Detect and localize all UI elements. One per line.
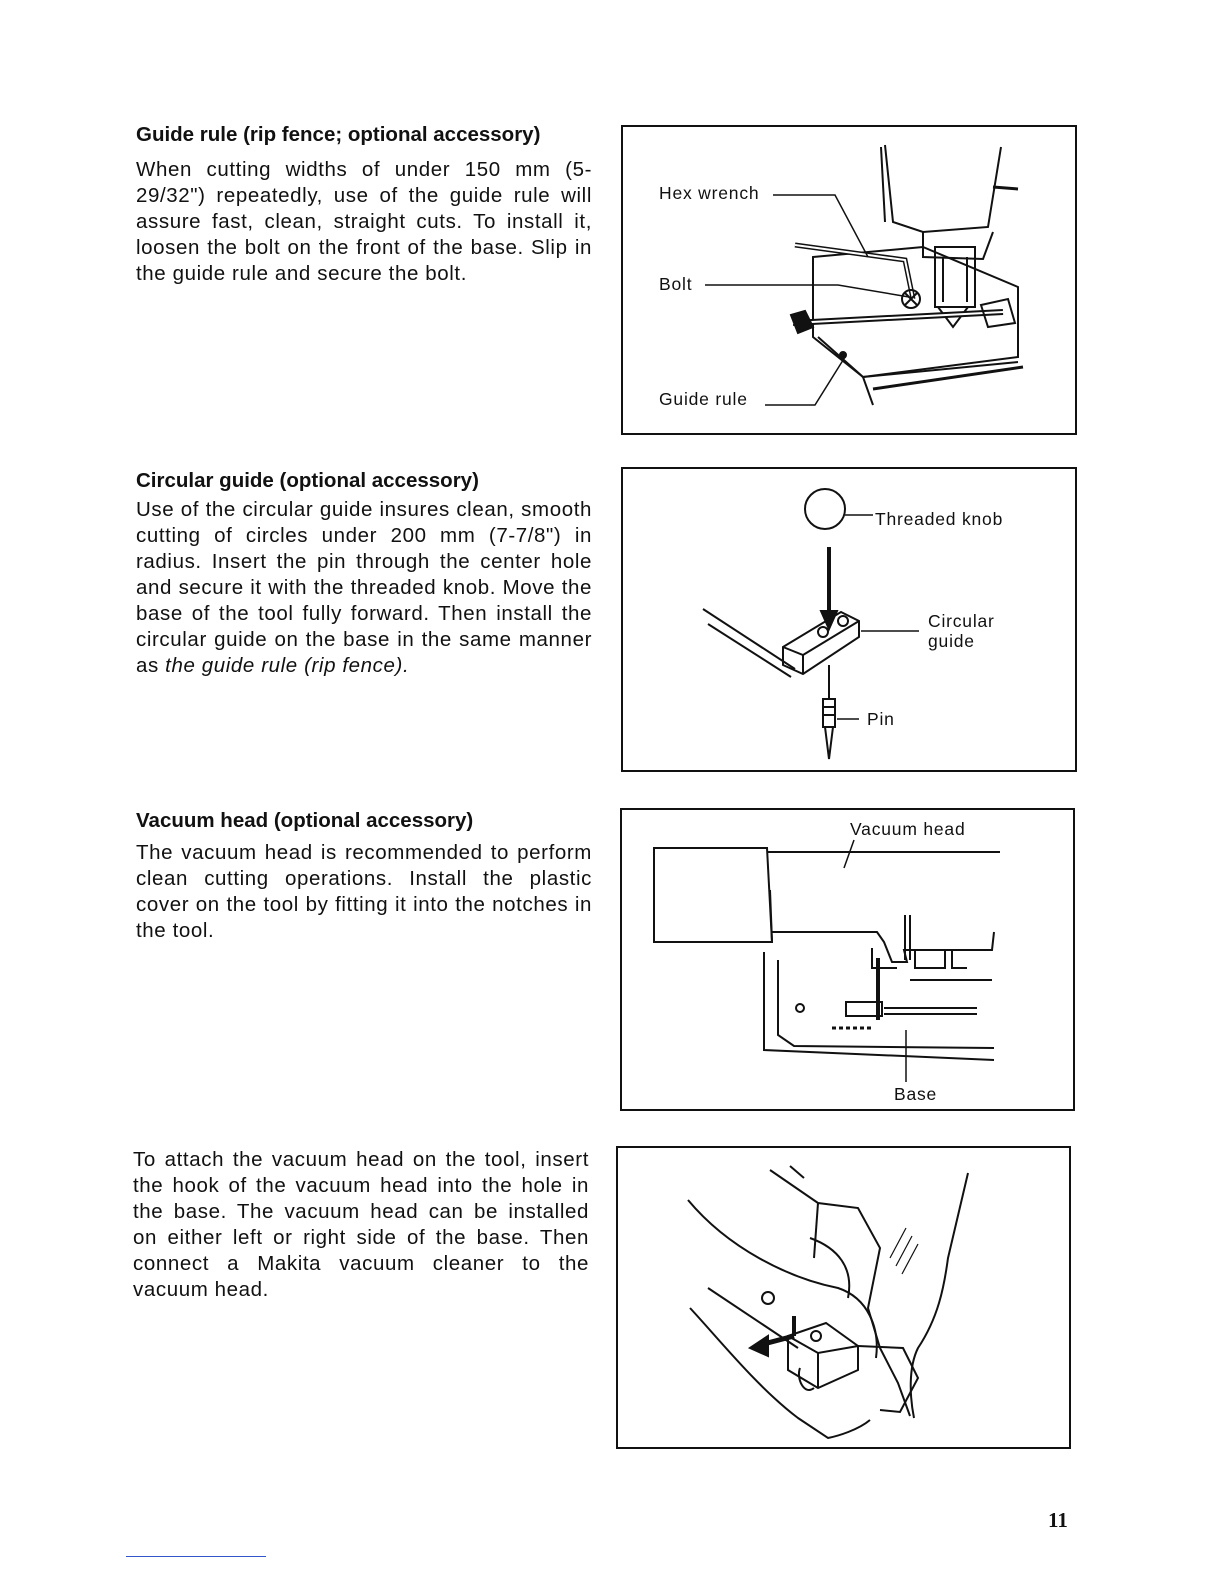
- vacuum-head-heading: Vacuum head (optional accessory): [136, 809, 474, 832]
- circular-guide-paragraph: [136, 497, 592, 679]
- guide-rule-figure: [621, 125, 1077, 435]
- circular-guide-body-italic: the guide rule (rip fence).: [165, 654, 410, 677]
- pin-label: Pin: [867, 709, 895, 729]
- guide-rule-label: Guide rule: [659, 389, 748, 409]
- circular-label: Circular: [928, 611, 995, 631]
- threaded-knob-label: Threaded knob: [875, 509, 1004, 529]
- vacuum-head-paragraph: The vacuum head is recommended to perform clean cutting operations. Install the plastic cover on the tool by fitting it into the notches in the tool.: [136, 841, 592, 942]
- hand-attaching-vacuum-head-illustration: [618, 1148, 1071, 1449]
- vacuum-head-figure: [620, 808, 1075, 1111]
- footer-rule: [126, 1556, 266, 1557]
- guide-rule-paragraph: When cutting widths of under 150 mm (5-29/32") repeatedly, use of the guide rule will assure fast, clean, straight cuts. To install it, loosen the bolt on the front of the base. Slip in the guide rule and secure the bolt.: [136, 158, 592, 285]
- guide-rule-heading: Guide rule (rip fence; optional accessory): [136, 123, 541, 146]
- circular-guide-body: Use of the circular guide insures clean, smooth cutting of circles under 200 mm (7-7/8") in radius. Insert the pin through the center hole and secure it with the threaded knob. Move the base of the tool fully forward. Then install the circular guide on the base in the same manner as: [136, 498, 592, 677]
- page-number: 11: [1048, 1508, 1068, 1532]
- vacuum-head-label: Vacuum head: [850, 819, 966, 839]
- vacuum-head-illustration: [622, 810, 1075, 1111]
- attach-figure: [616, 1146, 1071, 1449]
- circular-guide-illustration: [623, 469, 1077, 772]
- attach-paragraph: To attach the vacuum head on the tool, insert the hook of the vacuum head into the hole in the base. The vacuum head can be installed on either left or right side of the base. Then connect a Makita vacuum cleaner to the vacuum head.: [133, 1148, 589, 1301]
- bolt-label: Bolt: [659, 274, 693, 294]
- guide-label: guide: [928, 631, 975, 651]
- circular-guide-figure: [621, 467, 1077, 772]
- base-label: Base: [894, 1084, 938, 1104]
- circular-guide-heading: Circular guide (optional accessory): [136, 469, 479, 492]
- hex-wrench-label: Hex wrench: [659, 183, 760, 203]
